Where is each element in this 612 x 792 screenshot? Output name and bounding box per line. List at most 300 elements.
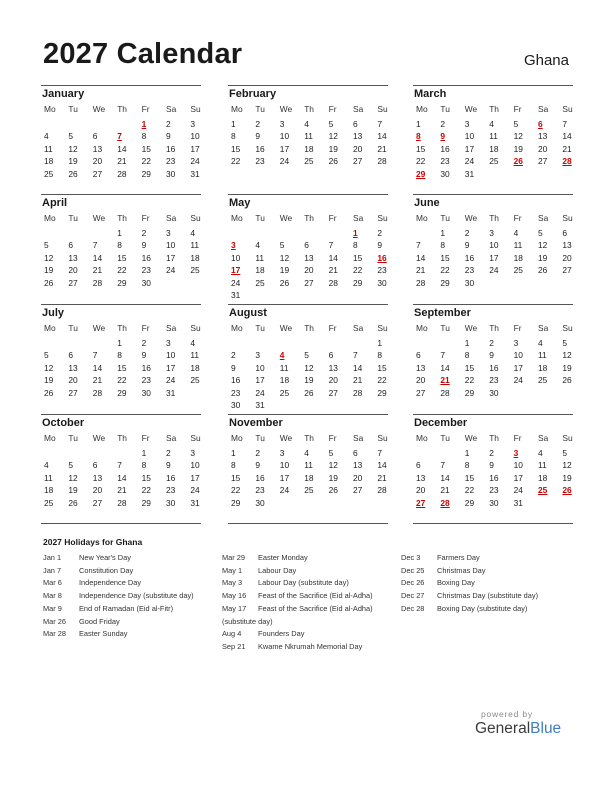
day-cell: 22 xyxy=(141,156,151,167)
day-cell: 31 xyxy=(231,290,241,300)
day-cell: 24 xyxy=(279,156,290,167)
day-cell: 2 xyxy=(255,119,261,129)
day-cell: 7 xyxy=(377,448,383,458)
day-cell: 4 xyxy=(190,338,196,348)
day-cell: 9 xyxy=(489,350,494,361)
weekday-label: Th xyxy=(489,433,499,443)
holiday-name: Independence Day (substitute day) xyxy=(79,591,194,601)
day-cell: 13 xyxy=(562,240,572,251)
day-cell: 5 xyxy=(538,228,543,238)
day-cell: 2 xyxy=(255,448,261,458)
holiday-day-cell: 3 xyxy=(231,240,236,251)
day-cell: 24 xyxy=(464,156,475,167)
day-cell: 2 xyxy=(231,350,236,361)
day-cell: 2 xyxy=(489,338,494,348)
holidays-heading: 2027 Holidays for Ghana xyxy=(43,537,143,547)
day-cell: 20 xyxy=(68,265,78,276)
month-name: March xyxy=(414,88,447,100)
day-cell: 30 xyxy=(377,277,387,288)
day-cell: 28 xyxy=(377,485,387,496)
weekday-label: Mo xyxy=(416,323,428,333)
day-cell: 26 xyxy=(304,387,314,398)
holiday-date: Dec 3 xyxy=(401,553,421,562)
day-cell: 23 xyxy=(255,156,265,167)
holiday-row xyxy=(43,617,120,626)
day-cell: 10 xyxy=(190,131,200,142)
holiday-name: Kwame Nkrumah Memorial Day xyxy=(258,641,363,651)
day-cell: 7 xyxy=(416,240,421,251)
day-cell: 24 xyxy=(513,375,523,386)
weekday-label: Th xyxy=(117,323,127,333)
holiday-row xyxy=(401,591,538,600)
day-cell: 29 xyxy=(231,497,241,508)
weekday-label: We xyxy=(92,104,106,114)
day-cell: 24 xyxy=(489,265,499,276)
day-cell: 28 xyxy=(416,277,426,288)
day-cell: 15 xyxy=(231,143,241,154)
day-cell: 2 xyxy=(464,228,470,238)
holiday-name: Easter Sunday xyxy=(79,629,128,639)
month-top-rule xyxy=(413,414,573,415)
day-cell: 17 xyxy=(513,362,523,373)
day-cell: 16 xyxy=(440,143,450,154)
day-cell: 14 xyxy=(416,252,426,263)
day-cell: 20 xyxy=(328,375,338,386)
day-cell: 30 xyxy=(255,497,265,508)
day-cell: 13 xyxy=(416,472,426,483)
day-cell: 8 xyxy=(141,460,147,471)
day-cell: 6 xyxy=(562,228,568,238)
weekday-label: Sa xyxy=(353,213,364,223)
day-cell: 28 xyxy=(440,387,450,398)
day-cell: 18 xyxy=(489,143,499,154)
weekday-label: Su xyxy=(190,323,201,333)
day-cell: 11 xyxy=(190,350,200,361)
day-cell: 29 xyxy=(464,387,475,398)
day-cell: 15 xyxy=(117,252,127,263)
day-cell: 12 xyxy=(328,131,338,142)
day-cell: 11 xyxy=(304,460,313,471)
day-cell: 27 xyxy=(538,156,548,167)
weekday-label: Th xyxy=(489,104,499,114)
day-cell: 31 xyxy=(190,497,200,508)
holiday-day-cell: 3 xyxy=(513,448,519,458)
day-cell: 3 xyxy=(279,119,285,129)
month-name: September xyxy=(414,307,471,319)
day-cell: 20 xyxy=(92,156,103,167)
weekday-label: Sa xyxy=(166,104,177,114)
day-cell: 5 xyxy=(68,460,74,471)
weekday-label: Tu xyxy=(440,323,450,333)
weekday-label: Tu xyxy=(440,213,450,223)
day-cell: 6 xyxy=(92,460,98,471)
holiday-date: Mar 8 xyxy=(43,591,62,601)
weekday-label: Th xyxy=(304,433,314,443)
day-cell: 16 xyxy=(489,362,499,373)
day-cell: 2 xyxy=(440,119,446,129)
day-cell: 22 xyxy=(464,375,475,386)
day-cell: 14 xyxy=(440,362,450,373)
day-cell: 3 xyxy=(255,350,261,361)
day-cell: 30 xyxy=(489,497,499,508)
day-cell: 2 xyxy=(141,338,147,348)
day-cell: 4 xyxy=(44,131,49,142)
weekday-label: Fr xyxy=(513,433,522,443)
weekday-label: Mo xyxy=(231,213,243,223)
holiday-date: Mar 6 xyxy=(43,578,62,588)
day-cell: 9 xyxy=(255,460,261,471)
day-cell: 23 xyxy=(489,375,499,386)
day-cell: 7 xyxy=(440,350,446,361)
day-cell: 20 xyxy=(416,375,426,386)
day-cell: 9 xyxy=(255,131,261,142)
weekday-label: We xyxy=(92,323,106,333)
day-cell: 7 xyxy=(92,350,98,361)
weekday-label: Mo xyxy=(231,323,243,333)
day-cell: 12 xyxy=(44,362,54,373)
day-cell: 26 xyxy=(538,265,548,276)
holiday-row xyxy=(222,553,308,562)
weekday-label: Mo xyxy=(44,104,56,114)
day-cell: 23 xyxy=(440,156,450,167)
day-cell: 3 xyxy=(190,119,196,129)
day-cell: 25 xyxy=(304,485,314,496)
day-cell: 8 xyxy=(117,240,122,251)
holiday-name: Labour Day (substitute day) xyxy=(258,578,349,588)
day-cell: 28 xyxy=(377,156,387,167)
holiday-name: End of Ramadan (Eid al-Fitr) xyxy=(79,603,174,613)
day-cell: 10 xyxy=(166,350,176,361)
day-cell: 29 xyxy=(141,497,151,508)
weekday-label: Fr xyxy=(141,323,150,333)
day-cell: 4 xyxy=(538,448,543,458)
day-cell: 10 xyxy=(279,460,290,471)
day-cell: 29 xyxy=(440,277,450,288)
day-cell: 15 xyxy=(117,362,127,373)
day-cell: 22 xyxy=(117,375,127,386)
day-cell: 12 xyxy=(68,143,78,154)
day-cell: 24 xyxy=(190,156,200,167)
day-cell: 8 xyxy=(353,240,358,251)
day-cell: 25 xyxy=(304,156,314,167)
weekday-label: Th xyxy=(117,433,127,443)
holiday-row xyxy=(222,604,373,613)
holiday-date: Mar 9 xyxy=(43,603,62,613)
day-cell: 28 xyxy=(117,168,127,179)
holiday-name: Feast of the Sacrifice (Eid al-Adha) xyxy=(258,591,373,601)
day-cell: 23 xyxy=(166,156,176,167)
weekday-label: Fr xyxy=(141,433,150,443)
day-cell: 22 xyxy=(117,265,127,276)
day-cell: 17 xyxy=(464,143,475,154)
weekday-label: Mo xyxy=(416,104,428,114)
day-cell: 6 xyxy=(416,460,421,471)
holiday-row xyxy=(222,566,296,575)
day-cell: 16 xyxy=(255,143,265,154)
day-cell: 25 xyxy=(44,497,54,508)
day-cell: 6 xyxy=(92,131,98,142)
day-cell: 18 xyxy=(190,362,200,373)
day-cell: 14 xyxy=(440,472,450,483)
day-cell: 30 xyxy=(141,277,151,288)
holiday-name: Founders Day xyxy=(258,629,305,639)
weekday-label: Su xyxy=(562,104,573,114)
day-cell: 28 xyxy=(117,497,127,508)
weekday-label: Fr xyxy=(328,323,337,333)
day-cell: 25 xyxy=(190,265,200,276)
day-cell: 18 xyxy=(44,485,54,496)
day-cell: 5 xyxy=(304,350,309,361)
day-cell: 14 xyxy=(562,131,572,142)
day-cell: 9 xyxy=(464,240,470,251)
day-cell: 12 xyxy=(513,131,523,142)
holiday-date: May 1 xyxy=(222,565,243,575)
day-cell: 1 xyxy=(141,448,147,458)
holiday-name: Easter Monday xyxy=(258,553,308,562)
holiday-date: Dec 25 xyxy=(401,565,425,575)
weekday-label: Mo xyxy=(44,433,56,443)
weekday-label: Fr xyxy=(513,104,522,114)
month-name: August xyxy=(229,307,267,319)
holiday-name: Constitution Day xyxy=(79,565,134,575)
day-cell: 8 xyxy=(117,350,122,361)
day-cell: 24 xyxy=(166,375,176,386)
holiday-date: Sep 21 xyxy=(222,641,246,651)
holiday-date: May 17 xyxy=(222,603,247,613)
day-cell: 21 xyxy=(353,375,363,386)
holiday-row xyxy=(222,591,373,600)
day-cell: 11 xyxy=(190,240,200,251)
weekday-label: Mo xyxy=(416,213,428,223)
weekday-label: Sa xyxy=(538,323,549,333)
month-top-rule xyxy=(413,194,573,195)
powered-by-text: powered by xyxy=(481,709,533,719)
day-cell: 21 xyxy=(328,265,338,276)
day-cell: 10 xyxy=(255,362,265,373)
day-cell: 12 xyxy=(279,252,290,263)
brand-logo[interactable] xyxy=(475,720,561,738)
weekday-label: Su xyxy=(190,213,201,223)
day-cell: 14 xyxy=(377,131,387,142)
calendar-bottom-rule xyxy=(41,523,201,524)
day-cell: 16 xyxy=(166,143,176,154)
holiday-date: Dec 26 xyxy=(401,578,425,588)
day-cell: 22 xyxy=(353,265,363,276)
day-cell: 29 xyxy=(464,497,475,508)
day-cell: 21 xyxy=(92,265,103,276)
day-cell: 24 xyxy=(190,485,200,496)
holiday-date: Mar 26 xyxy=(43,616,67,626)
day-cell: 27 xyxy=(68,387,78,398)
holiday-day-cell: 29 xyxy=(416,168,426,179)
day-cell: 30 xyxy=(464,277,475,288)
holiday-row xyxy=(401,578,475,587)
weekday-label: Su xyxy=(377,433,388,443)
day-cell: 14 xyxy=(377,460,387,471)
day-cell: 23 xyxy=(141,265,151,276)
month-top-rule xyxy=(228,85,388,86)
day-cell: 18 xyxy=(304,143,314,154)
day-cell: 15 xyxy=(141,472,151,483)
day-cell: 24 xyxy=(279,485,290,496)
holiday-row xyxy=(222,629,304,638)
day-cell: 6 xyxy=(353,448,358,458)
day-cell: 10 xyxy=(513,460,523,471)
day-cell: 31 xyxy=(166,387,176,398)
day-cell: 26 xyxy=(562,375,572,386)
day-cell: 9 xyxy=(141,350,147,361)
day-cell: 13 xyxy=(416,362,426,373)
day-cell: 4 xyxy=(513,228,519,238)
holiday-name: Christmas Day xyxy=(437,565,486,575)
day-cell: 25 xyxy=(279,387,290,398)
weekday-label: Sa xyxy=(166,433,177,443)
day-cell: 1 xyxy=(440,228,446,238)
day-cell: 20 xyxy=(353,472,363,483)
day-cell: 2 xyxy=(377,228,383,238)
day-cell: 19 xyxy=(68,156,78,167)
holiday-row xyxy=(222,617,273,626)
day-cell: 27 xyxy=(416,387,426,398)
day-cell: 5 xyxy=(562,448,568,458)
day-cell: 6 xyxy=(353,119,358,129)
holiday-name: Good Friday xyxy=(79,616,120,626)
day-cell: 23 xyxy=(464,265,475,276)
day-cell: 19 xyxy=(304,375,314,386)
weekday-label: Sa xyxy=(538,104,549,114)
day-cell: 31 xyxy=(190,168,200,179)
day-cell: 28 xyxy=(328,277,338,288)
day-cell: 23 xyxy=(141,375,151,386)
day-cell: 9 xyxy=(231,362,236,373)
day-cell: 26 xyxy=(68,497,78,508)
day-cell: 5 xyxy=(328,119,334,129)
holiday-day-cell: 25 xyxy=(538,485,548,496)
month-name: December xyxy=(414,417,468,429)
day-cell: 13 xyxy=(304,252,314,263)
holiday-date: Mar 29 xyxy=(222,553,246,562)
day-cell: 17 xyxy=(190,143,200,154)
day-cell: 31 xyxy=(464,168,475,179)
day-cell: 15 xyxy=(141,143,151,154)
day-cell: 19 xyxy=(513,143,523,154)
day-cell: 13 xyxy=(353,460,363,471)
day-cell: 12 xyxy=(44,252,54,263)
day-cell: 10 xyxy=(464,131,475,142)
month-top-rule xyxy=(413,85,573,86)
brand-part-blue: Blue xyxy=(530,720,562,737)
day-cell: 21 xyxy=(377,143,387,154)
day-cell: 26 xyxy=(44,277,54,288)
day-cell: 11 xyxy=(513,240,523,251)
day-cell: 4 xyxy=(304,119,309,129)
weekday-label: Th xyxy=(304,323,314,333)
day-cell: 6 xyxy=(68,350,74,361)
holiday-day-cell: 21 xyxy=(440,375,450,386)
day-cell: 20 xyxy=(538,143,548,154)
month-top-rule xyxy=(41,304,201,305)
day-cell: 8 xyxy=(440,240,446,251)
day-cell: 4 xyxy=(489,119,494,129)
day-cell: 10 xyxy=(166,240,176,251)
weekday-label: Sa xyxy=(353,104,364,114)
day-cell: 17 xyxy=(166,362,176,373)
weekday-label: Tu xyxy=(68,323,78,333)
day-cell: 23 xyxy=(231,387,241,398)
day-cell: 22 xyxy=(377,375,387,386)
holiday-date: Dec 27 xyxy=(401,591,425,601)
day-cell: 5 xyxy=(513,119,519,129)
holiday-row xyxy=(43,591,194,600)
day-cell: 14 xyxy=(92,362,103,373)
day-cell: 28 xyxy=(353,387,363,398)
weekday-label: Su xyxy=(377,104,388,114)
weekday-label: Su xyxy=(190,433,201,443)
day-cell: 12 xyxy=(562,460,572,471)
weekday-label: Su xyxy=(377,213,388,223)
day-cell: 28 xyxy=(92,277,103,288)
weekday-label: Fr xyxy=(328,213,337,223)
day-cell: 29 xyxy=(117,277,127,288)
day-cell: 2 xyxy=(489,448,494,458)
day-cell: 19 xyxy=(68,485,78,496)
day-cell: 17 xyxy=(279,472,290,483)
weekday-label: We xyxy=(92,433,106,443)
day-cell: 15 xyxy=(416,143,426,154)
day-cell: 1 xyxy=(117,228,122,238)
day-cell: 3 xyxy=(166,338,171,348)
holiday-name: New Year's Day xyxy=(79,553,131,562)
day-cell: 10 xyxy=(489,240,499,251)
day-cell: 21 xyxy=(377,472,387,483)
day-cell: 7 xyxy=(440,460,446,471)
day-cell: 11 xyxy=(44,143,53,154)
day-cell: 21 xyxy=(562,143,572,154)
weekday-label: Tu xyxy=(255,433,265,443)
holiday-date: May 16 xyxy=(222,591,247,601)
weekday-label: We xyxy=(464,213,478,223)
holiday-date: Jan 1 xyxy=(43,553,62,562)
day-cell: 6 xyxy=(416,350,421,361)
day-cell: 7 xyxy=(562,119,568,129)
weekday-label: Sa xyxy=(538,433,549,443)
holiday-row xyxy=(401,566,485,575)
day-cell: 14 xyxy=(353,362,363,373)
day-cell: 4 xyxy=(190,228,196,238)
day-cell: 16 xyxy=(166,472,176,483)
day-cell: 20 xyxy=(304,265,314,276)
day-cell: 8 xyxy=(141,131,147,142)
day-cell: 18 xyxy=(190,252,200,263)
weekday-label: Sa xyxy=(166,323,177,333)
day-cell: 27 xyxy=(68,277,78,288)
month-top-rule xyxy=(41,194,201,195)
day-cell: 17 xyxy=(279,143,290,154)
day-cell: 23 xyxy=(377,265,387,276)
day-cell: 9 xyxy=(489,460,494,471)
month-name: February xyxy=(229,88,277,100)
holiday-name: Independence Day xyxy=(79,578,142,588)
weekday-label: Mo xyxy=(231,104,243,114)
day-cell: 21 xyxy=(92,375,103,386)
day-cell: 16 xyxy=(489,472,499,483)
holiday-name: Christmas Day (substitute day) xyxy=(437,591,539,601)
day-cell: 15 xyxy=(377,362,387,373)
holiday-name: Boxing Day (substitute day) xyxy=(437,603,528,613)
holiday-day-cell: 27 xyxy=(416,497,426,508)
day-cell: 10 xyxy=(279,131,290,142)
day-cell: 11 xyxy=(489,131,498,142)
